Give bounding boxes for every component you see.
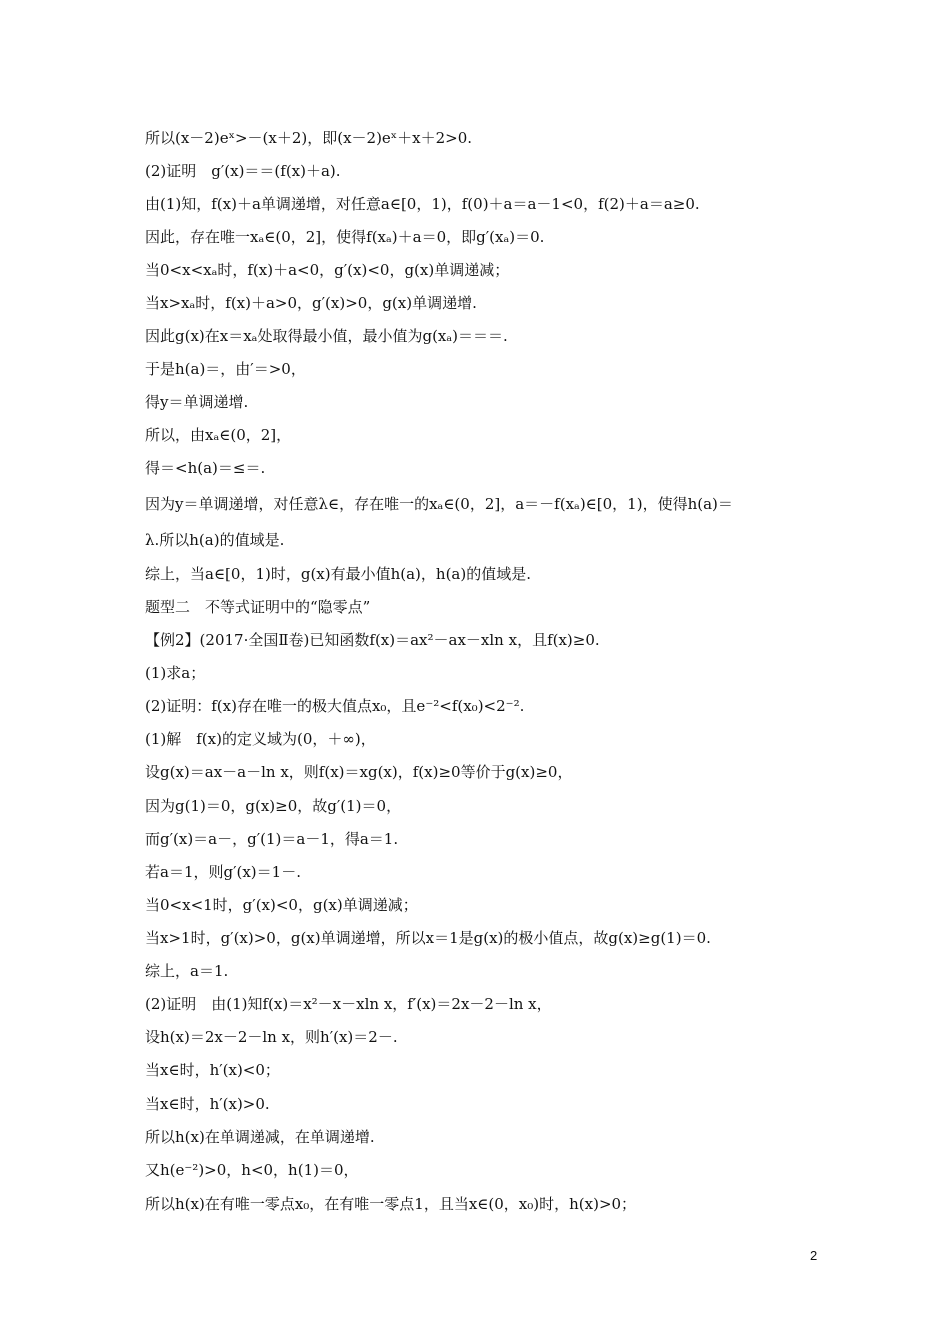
section-heading: 题型二 不等式证明中的“隐零点” <box>145 598 371 616</box>
text-line: 而g′(x)＝a－，g′(1)＝a－1，得a＝1. <box>145 830 399 848</box>
text-line: 又h(e⁻²)>0，h<0，h(1)＝0， <box>145 1161 359 1179</box>
text-line: (2)证明 由(1)知f(x)＝x²－x－xln x，f′(x)＝2x－2－ln x， <box>145 995 552 1013</box>
text-line: 当0<x<xₐ时，f(x)＋a<0，g′(x)<0，g(x)单调递减； <box>145 261 510 279</box>
text-line: 设g(x)＝ax－a－ln x，则f(x)＝xg(x)，f(x)≥0等价于g(x)≥0， <box>145 763 573 781</box>
text-line: 综上，当a∈[0，1)时，g(x)有最小值h(a)，h(a)的值域是. <box>145 565 531 583</box>
text-line: 因为g(1)＝0，g(x)≥0，故g′(1)＝0， <box>145 797 402 815</box>
text-line: (2)证明：f(x)存在唯一的极大值点x₀，且e⁻²<f(x₀)<2⁻². <box>145 697 525 715</box>
text-line: 当x>1时，g′(x)>0，g(x)单调递增，所以x＝1是g(x)的极小值点，故g(x)≥g(1)＝0. <box>145 929 711 947</box>
text-line: 于是h(a)＝，由′＝>0， <box>145 360 306 378</box>
text-line: 综上，a＝1. <box>145 962 229 980</box>
text-line: 设h(x)＝2x－2－ln x，则h′(x)＝2－. <box>145 1028 398 1046</box>
text-line: 若a＝1，则g′(x)＝1－. <box>145 863 301 881</box>
text-line: 得＝<h(a)＝≤＝. <box>145 459 266 477</box>
text-line: 因此，存在唯一xₐ∈(0，2]，使得f(xₐ)＋a＝0，即g′(xₐ)＝0. <box>145 228 545 246</box>
text-line: 因为y＝单调递增，对任意λ∈，存在唯一的xₐ∈(0，2]，a＝－f(xₐ)∈[0，1)，使得h(a)＝ <box>145 495 733 513</box>
page-number: 2 <box>810 1248 818 1263</box>
text-line: 当0<x<1时，g′(x)<0，g(x)单调递减； <box>145 896 418 914</box>
text-line: 得y＝单调递增. <box>145 393 249 411</box>
text-line: 所以，由xₐ∈(0，2]， <box>145 426 292 444</box>
text-line: 当x>xₐ时，f(x)＋a>0，g′(x)>0，g(x)单调递增. <box>145 294 477 312</box>
text-line: 所以(x－2)eˣ>－(x＋2)，即(x－2)eˣ＋x＋2>0. <box>145 129 473 147</box>
text-line: (1)求a； <box>145 664 206 682</box>
text-line: λ.所以h(a)的值域是. <box>145 531 285 549</box>
text-line: (2)证明 g′(x)＝＝(f(x)＋a). <box>145 162 341 180</box>
text-line: 由(1)知，f(x)＋a单调递增，对任意a∈[0，1)，f(0)＋a＝a－1<0，f(2)＋a＝a≥0. <box>145 195 700 213</box>
text-line: (1)解 f(x)的定义域为(0，＋∞)， <box>145 730 376 748</box>
text-line: 当x∈时，h′(x)<0； <box>145 1061 280 1079</box>
example-heading: 【例2】(2017·全国Ⅱ卷)已知函数f(x)＝ax²－ax－xln x，且f(x)≥0. <box>145 631 600 649</box>
text-line: 当x∈时，h′(x)>0. <box>145 1095 270 1113</box>
text-line: 所以h(x)在有唯一零点x₀，在有唯一零点1，且当x∈(0，x₀)时，h(x)>0； <box>145 1195 637 1213</box>
text-line: 因此g(x)在x＝xₐ处取得最小值，最小值为g(xₐ)＝＝＝. <box>145 327 508 345</box>
text-line: 所以h(x)在单调递减，在单调递增. <box>145 1128 375 1146</box>
